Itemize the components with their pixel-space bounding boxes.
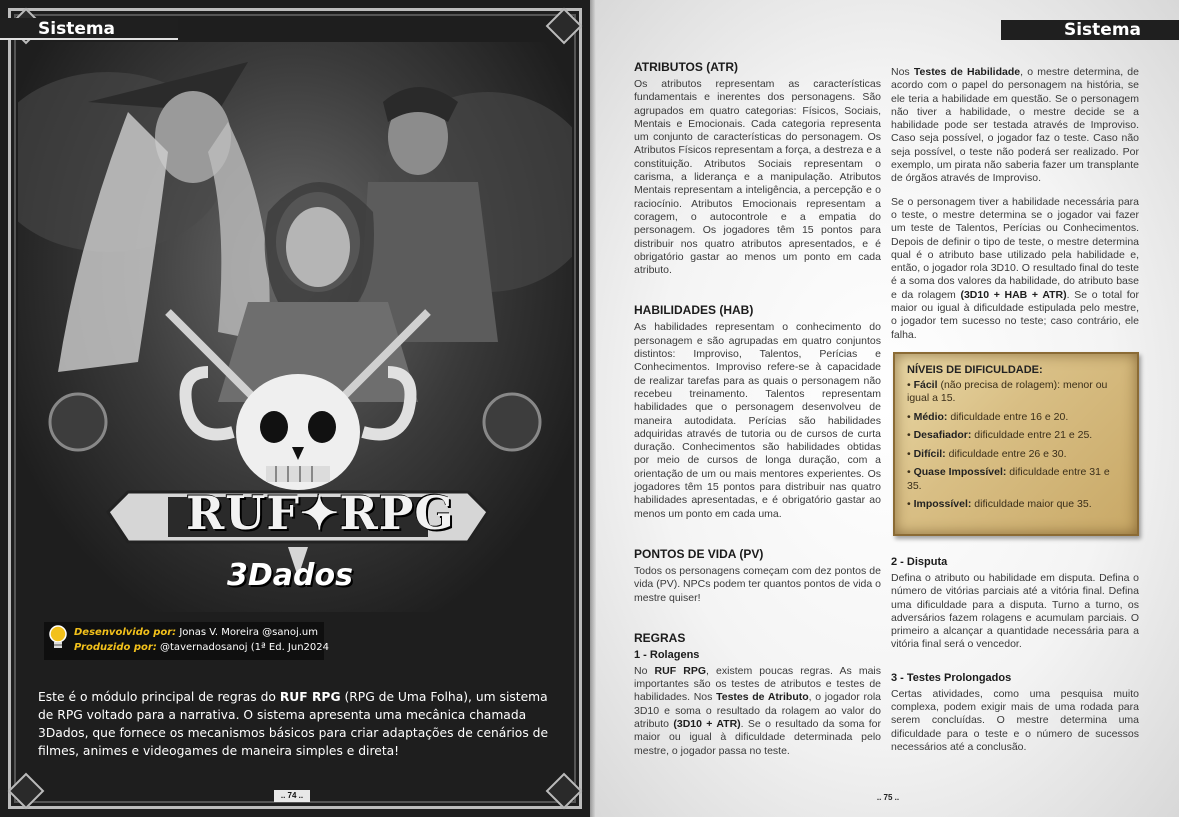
atributos-body: Os atributos representam as características fundamentais e inerentes dos personagens. São agrupados em quatro categorias: Físicos, Sociais, Mentais e Emocionais. Cada categoria representa um conjunto de características do personagem. Os Atributos Físicos representam a força, a destreza e a constituição. Atributos Sociais representam o carisma, a liderança e a manipulação. Atributos Mentais representam a inteligência, a percepção e o raciocínio. Atributos Emocionais representam a coragem, o autocontrole e a empatia do personagem. Os jogadores têm 15 pontos para distribuir nos quatro atributos apresentados, e é obrigatório gastar ao menos um ponto em cada atributo. bbox=[634, 78, 881, 277]
difficulty-item: • Desafiador: dificuldade entre 21 e 25. bbox=[907, 429, 1093, 442]
page-number: .. 74 .. bbox=[274, 790, 310, 802]
section-header bbox=[1001, 20, 1179, 40]
credit-developer-label: Desenvolvido por: bbox=[74, 627, 177, 638]
difficulty-item: • Fácil (não precisa de rolagem): menor ou igual a 15. bbox=[907, 378, 1108, 405]
heading-testes-prolongados: 3 - Testes Prolongados bbox=[891, 671, 1012, 684]
disputa-body: Defina o atributo ou habilidade em disputa. Defina o número de vitórias parciais até a vitória final. Defina uma dificuldade para a disputa. Turno a turno, os adversários fazem rolagens e acumulam parciais. O primeiro a alcançar a quantidade necessária para a vitória final será o vencedor. bbox=[891, 571, 1139, 651]
heading-atributos: ATRIBUTOS (ATR) bbox=[634, 60, 738, 74]
heading-rolagens: 1 - Rolagens bbox=[634, 648, 700, 661]
page-number: .. 75 .. bbox=[876, 793, 900, 802]
lightbulb-icon bbox=[48, 624, 68, 652]
heading-habilidades: HABILIDADES (HAB) bbox=[634, 303, 754, 318]
intro-bold: RUF RPG bbox=[279, 690, 341, 704]
heading-regras: REGRAS bbox=[634, 630, 686, 645]
testes-habilidade-p2: Se o personagem tiver a habilidade necessária para o teste, o mestre determina se o jogador vai fazer um teste de Talentos, Perícias ou Conhecimentos. Depois de definir o tipo de teste, o mestre determina qual é o atributo base utilizado pela habilidade e, então, o jogador rola 3D10. O resultado final do teste é a soma dos valores da habilidade, do atributo base e da rolagem (3D10 + HAB + ATR). Se o total for maior ou igual à dificuldade estipulada pelo mestre, o jogador tem sucesso no teste; caso contrário, ele falha. bbox=[891, 195, 1139, 341]
frame-ornament bbox=[546, 773, 583, 810]
credit-producer bbox=[74, 640, 330, 655]
logo-subtitle: 3Dados bbox=[227, 558, 353, 593]
right-page bbox=[590, 0, 1179, 817]
difficulty-title: NÍVEIS DE DIFICULDADE: bbox=[907, 363, 1043, 376]
difficulty-item: • Impossível: dificuldade maior que 35. bbox=[907, 498, 1092, 511]
heading-pontos-de-vida: PONTOS DE VIDA (PV) bbox=[634, 546, 764, 561]
credit-producer-value: @tavernadosanoj (1ª Ed. Jun2024 bbox=[160, 642, 330, 653]
column-left bbox=[634, 60, 881, 758]
book-gutter bbox=[590, 0, 596, 817]
rolagens-body: No RUF RPG, existem poucas regras. As mais importantes são os testes de atributos e testes de habilidades. Nos Testes de Atributo, o jogador rola 3D10 e soma o resultado da rolagem ao valor do atributo (3D10 + ATR). Se o resultado da soma for maior ou igual à dificuldade determinada pelo mestre, o jogador passa no teste. bbox=[634, 664, 882, 757]
pontos-de-vida-body: Todos os personagens começam com dez pontos de vida (PV). NPCs podem ter quantos pontos de vida o mestre quiser! bbox=[634, 564, 881, 604]
difficulty-item: • Médio: dificuldade entre 16 e 20. bbox=[907, 410, 1069, 423]
logo-title: RUF✦RPG bbox=[186, 486, 455, 540]
difficulty-box bbox=[893, 352, 1139, 536]
habilidades-body: As habilidades representam o conhecimento do personagem e são agrupadas em quatro conjuntos distintos: Improviso, Talentos, Perícias e Conhecimentos. Improviso refere-se à capacidade de realizar tarefas para as quais o personagem não recebeu treinamento. Talentos representam habilidades que o personagem desenvolveu de maneira autodidata. Perícias são habilidades adquiridas através de tutoria ou de cursos de curta duração. Conhecimentos são habilidades obtidas por meio de cursos de longa duração, com a orientação de um ou mais mentores experientes. Os jogadores têm 15 pontos para distribuir nas quatro habilidades apresentadas, e é obrigatório gastar ao menos um ponto em cada uma. bbox=[634, 321, 881, 520]
testes-prolongados-body: Certas atividades, como uma pesquisa muito complexa, podem exigir mais de uma rodada para serem concluídas. O mestre determina uma dificuldade para o teste e o número de sucessos necessários até a conclusão. bbox=[891, 687, 1139, 753]
section-title: Sistema bbox=[38, 19, 116, 39]
column-right bbox=[891, 66, 1139, 754]
intro-text: Este é o módulo principal de regras do bbox=[38, 690, 280, 704]
frame-ornament bbox=[8, 773, 45, 810]
section-header bbox=[0, 18, 178, 40]
frame-ornament bbox=[546, 8, 583, 45]
credits-block bbox=[44, 622, 330, 660]
section-title: Sistema bbox=[1063, 20, 1141, 40]
difficulty-list bbox=[907, 379, 1125, 512]
heading-disputa: 2 - Disputa bbox=[891, 555, 948, 568]
credit-producer-label: Produzido por: bbox=[74, 642, 157, 653]
intro-text: (RPG de Uma Folha), um sistema de RPG voltado para a narrativa. O sistema apresenta uma mecânica chamada 3Dados, que fornece os mecanismos básicos para criar adaptações de cenários de filmes, animes e videogames de maneira simples e direta! bbox=[38, 690, 549, 758]
intro-paragraph bbox=[38, 688, 550, 760]
difficulty-item: • Difícil: dificuldade entre 26 e 30. bbox=[907, 447, 1067, 460]
testes-habilidade-p1: Nos Testes de Habilidade, o mestre determina, de acordo com o papel do personagem na história, se ele teria a habilidade em questão. Se o personagem não tiver a habilidade, o mestre decide se a habilidade pode ser testada através de Improviso. Caso seja possível, o jogador faz o teste. Caso não seja possível, o teste não poderá ser realizado. Por exemplo, um pirata não saberia fazer um transplante de órgãos através de Improviso. bbox=[891, 66, 1139, 185]
credit-developer bbox=[74, 625, 324, 640]
difficulty-item: • Quase Impossível: dificuldade entre 31 e 35. bbox=[907, 466, 1110, 492]
credit-developer-value: Jonas V. Moreira @sanoj.um bbox=[179, 627, 319, 638]
